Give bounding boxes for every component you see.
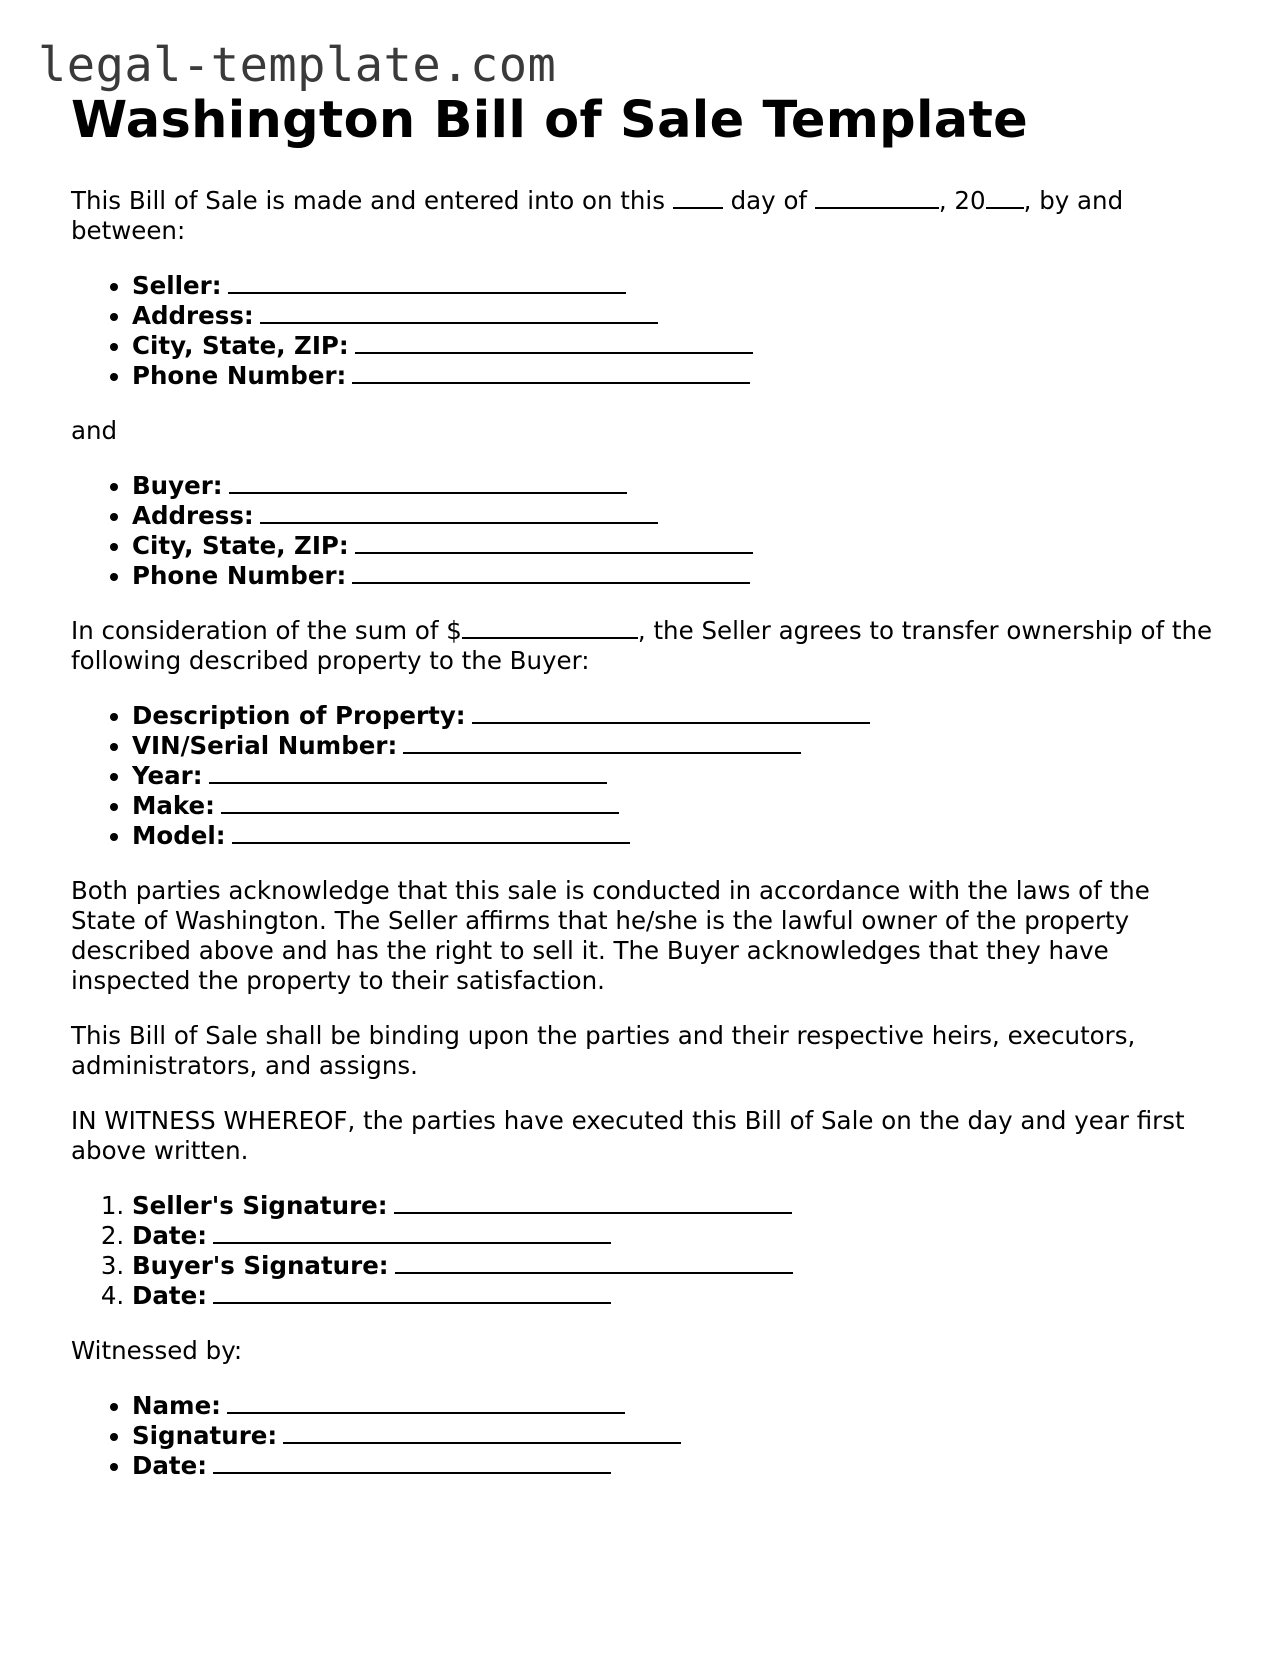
day-blank[interactable] [673,187,723,209]
seller-city-blank[interactable] [355,332,753,354]
property-description-blank[interactable] [472,702,870,724]
list-item [132,271,1221,301]
witnessed-by: Witnessed by: [71,1336,243,1365]
buyer-date-blank[interactable] [213,1282,611,1304]
list-item [132,531,1221,561]
witness-clause: IN WITNESS WHEREOF, the parties have executed this Bill of Sale on the day and year first above written. [71,1106,1185,1165]
consideration-text-2: , the Seller agrees to transfer ownership of the following described property to the Buyer: [71,616,1213,675]
page-title: Washington Bill of Sale Template [71,91,1029,150]
field-label: Seller's Signature: [132,1191,388,1220]
seller-signature-blank[interactable] [394,1192,792,1214]
buyer-phone-blank[interactable] [352,562,750,584]
list-item [132,1391,1221,1421]
property-info-list [71,701,1221,851]
field-label: Signature: [132,1421,278,1450]
year-field-blank[interactable] [209,762,607,784]
make-blank[interactable] [221,792,619,814]
field-label: Date: [132,1451,207,1480]
list-item [132,361,1221,391]
intro-paragraph [71,186,1221,246]
field-label: Phone Number: [132,561,347,590]
consideration-paragraph [71,616,1221,676]
list-item [132,471,1221,501]
field-label: Make: [132,791,215,820]
field-label: Phone Number: [132,361,347,390]
buyer-address-blank[interactable] [260,502,658,524]
field-label: Address: [132,301,254,330]
watermark: legal-template.com [38,38,557,93]
signature-list [71,1191,1221,1311]
witness-signature-blank[interactable] [283,1422,681,1444]
witness-info-list [71,1391,1221,1481]
model-blank[interactable] [232,822,630,844]
list-item [132,1451,1221,1481]
field-label: Buyer's Signature: [132,1251,389,1280]
intro-text-3: , 20 [938,186,986,215]
seller-info-list [71,271,1221,391]
field-label: Date: [132,1221,207,1250]
intro-text-4: , by and between: [71,186,1124,245]
list-item [132,1221,1221,1251]
field-label: Name: [132,1391,221,1420]
field-label: Buyer: [132,471,223,500]
list-item [132,1281,1221,1311]
document [71,90,1221,1481]
field-label: Description of Property: [132,701,466,730]
year-blank[interactable] [986,187,1024,209]
vin-serial-blank[interactable] [403,732,801,754]
field-label: VIN/Serial Number: [132,731,398,760]
month-blank[interactable] [815,187,939,209]
field-label: Address: [132,501,254,530]
price-blank[interactable] [462,617,638,639]
field-label: Date: [132,1281,207,1310]
intro-text-2: day of [730,186,808,215]
list-item [132,701,1221,731]
seller-address-blank[interactable] [260,302,658,324]
binding-paragraph: This Bill of Sale shall be binding upon the parties and their respective heirs, executors, administrators, and assigns. [71,1021,1136,1080]
list-item [132,791,1221,821]
list-item [132,301,1221,331]
list-item [132,761,1221,791]
field-label: City, State, ZIP: [132,331,349,360]
list-item [132,1251,1221,1281]
intro-text-1: This Bill of Sale is made and entered into on this [71,186,665,215]
field-label: City, State, ZIP: [132,531,349,560]
field-label: Seller: [132,271,222,300]
seller-phone-blank[interactable] [352,362,750,384]
field-label: Year: [132,761,203,790]
consideration-text-1: In consideration of the sum of $ [71,616,462,645]
acknowledgment-paragraph: Both parties acknowledge that this sale is conducted in accordance with the laws of the State of Washington. The Seller affirms that he/she is the lawful owner of the property described above and has the right to sell it. The Buyer acknowledges that they have inspected the property to their satisfaction. [71,876,1150,995]
witness-name-blank[interactable] [227,1392,625,1414]
list-item [132,1191,1221,1221]
list-item [132,1421,1221,1451]
list-item [132,561,1221,591]
seller-date-blank[interactable] [213,1222,611,1244]
field-label: Model: [132,821,226,850]
list-item [132,821,1221,851]
list-item [132,331,1221,361]
buyer-name-blank[interactable] [229,472,627,494]
list-item [132,731,1221,761]
buyer-info-list [71,471,1221,591]
buyer-signature-blank[interactable] [395,1252,793,1274]
buyer-city-blank[interactable] [355,532,753,554]
list-item [132,501,1221,531]
and-text: and [71,416,118,445]
seller-name-blank[interactable] [228,272,626,294]
witness-date-blank[interactable] [213,1452,611,1474]
